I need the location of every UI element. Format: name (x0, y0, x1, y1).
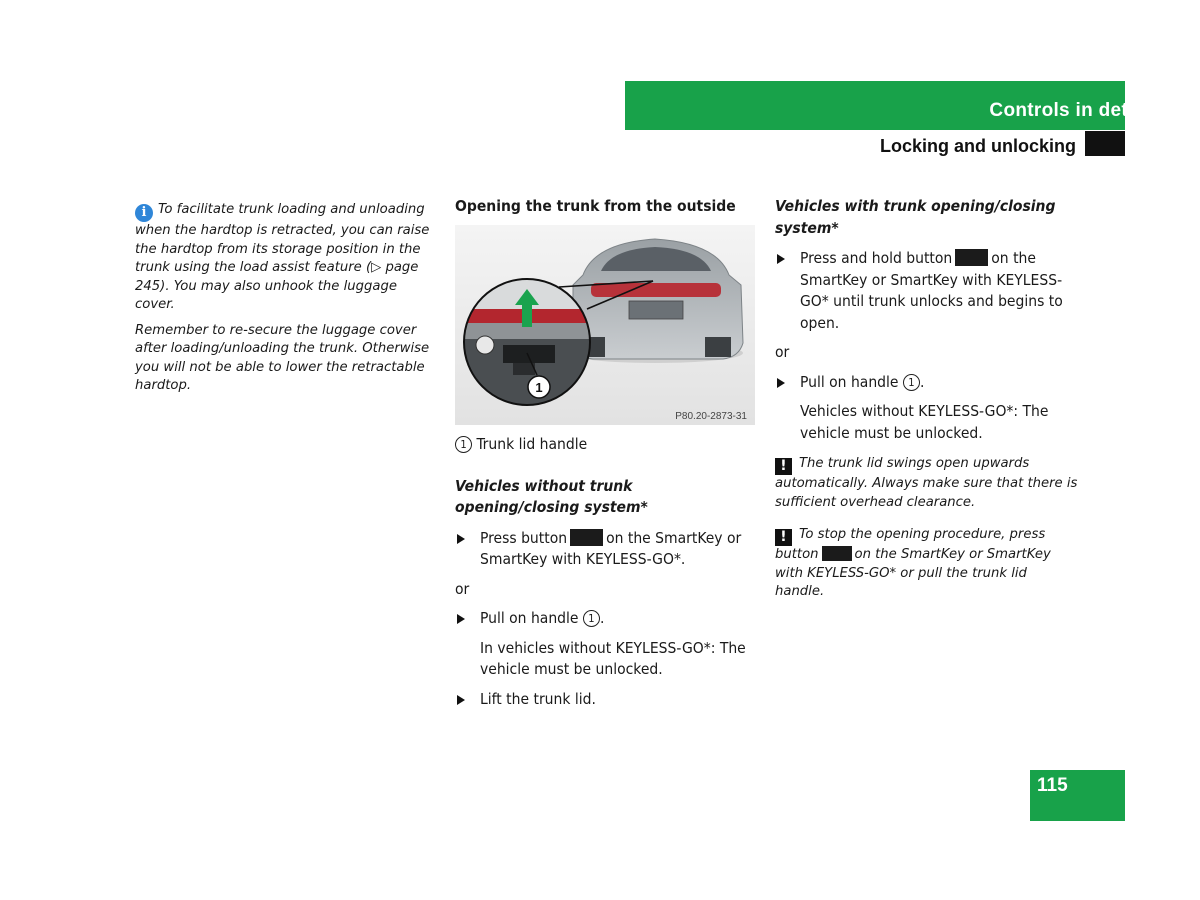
subsection-title: Locking and unlocking (879, 136, 1076, 156)
step-text: . (599, 609, 605, 627)
step-press-hold (775, 248, 1080, 334)
warning-note-2 (775, 526, 1080, 602)
subheading-without-system: Vehicles without trunk opening/closing system* (455, 476, 648, 516)
column-right (775, 196, 1080, 602)
step-text: on the SmartKey or SmartKey with KEYLESS-GO*. (480, 528, 742, 568)
figure-caption (455, 434, 755, 456)
step-note: In vehicles without KEYLESS-GO*: The vehicle must be unlocked. (480, 638, 746, 678)
step-text: Press button (480, 528, 568, 547)
step-text: Pull on handle (480, 609, 579, 627)
callout-1-icon: 1 (583, 610, 600, 627)
subheading-with-system: Vehicles with trunk opening/closing system* (775, 197, 1056, 237)
trunk-button-icon (955, 249, 988, 266)
info-icon: i (135, 204, 153, 222)
caption-text: Trunk lid handle (476, 435, 588, 453)
callout-1-icon: 1 (455, 436, 472, 453)
subsection-marker (1085, 131, 1125, 156)
trunk-button-icon (822, 546, 852, 561)
warning-text: on the SmartKey or SmartKey with KEYLESS-GO* or pull the trunk lid handle. (775, 547, 1051, 599)
step-note: Vehicles without KEYLESS-GO*: The vehicle must be unlocked. (800, 402, 1049, 442)
info-note-text-2: Remember to re-secure the luggage cover after loading/unloading the trunk. Otherwise you will not be able to lower the retractable hardtop. (135, 322, 430, 393)
trunk-figure (455, 225, 755, 425)
callout-label: 1 (535, 380, 543, 395)
step-text: Pull on handle (800, 372, 899, 391)
step-text: Press and hold button (800, 249, 953, 267)
warning-text: To stop the opening procedure, press button (775, 527, 1046, 562)
figure-code: P80.20-2873-31 (675, 411, 747, 422)
warning-note-1 (775, 455, 1080, 512)
step-pull-handle (455, 608, 755, 630)
section-heading: Opening the trunk from the outside (455, 197, 736, 215)
column-left (135, 201, 435, 396)
section-title: Controls in detail (989, 100, 1150, 121)
warning-icon: ! (775, 529, 792, 546)
step-text: . (919, 372, 925, 391)
warning-icon: ! (775, 458, 792, 475)
step-text: on the SmartKey or SmartKey with KEYLESS-GO* until trunk unlocks and begins to open. (800, 249, 1063, 332)
step-pull-handle (775, 372, 1080, 394)
or-text: or (455, 579, 470, 598)
page-number: 115 (1037, 775, 1068, 796)
step-lift-lid: Lift the trunk lid. (455, 689, 755, 711)
step-press-button (455, 528, 755, 571)
info-note-text: To facilitate trunk loading and unloading when the hardtop is retracted, you can raise the hardtop from its storage position in the trunk using the load assist feature (▷ page 245). You may also unhook the luggage cover. (135, 202, 430, 312)
column-middle (455, 196, 755, 710)
trunk-button-icon (570, 529, 603, 546)
info-note (135, 201, 435, 315)
warning-text: The trunk lid swings open upwards automatically. Always make sure that there is sufficient overhead clearance. (775, 456, 1078, 510)
callout-1-icon: 1 (903, 374, 920, 391)
or-text: or (775, 343, 790, 361)
